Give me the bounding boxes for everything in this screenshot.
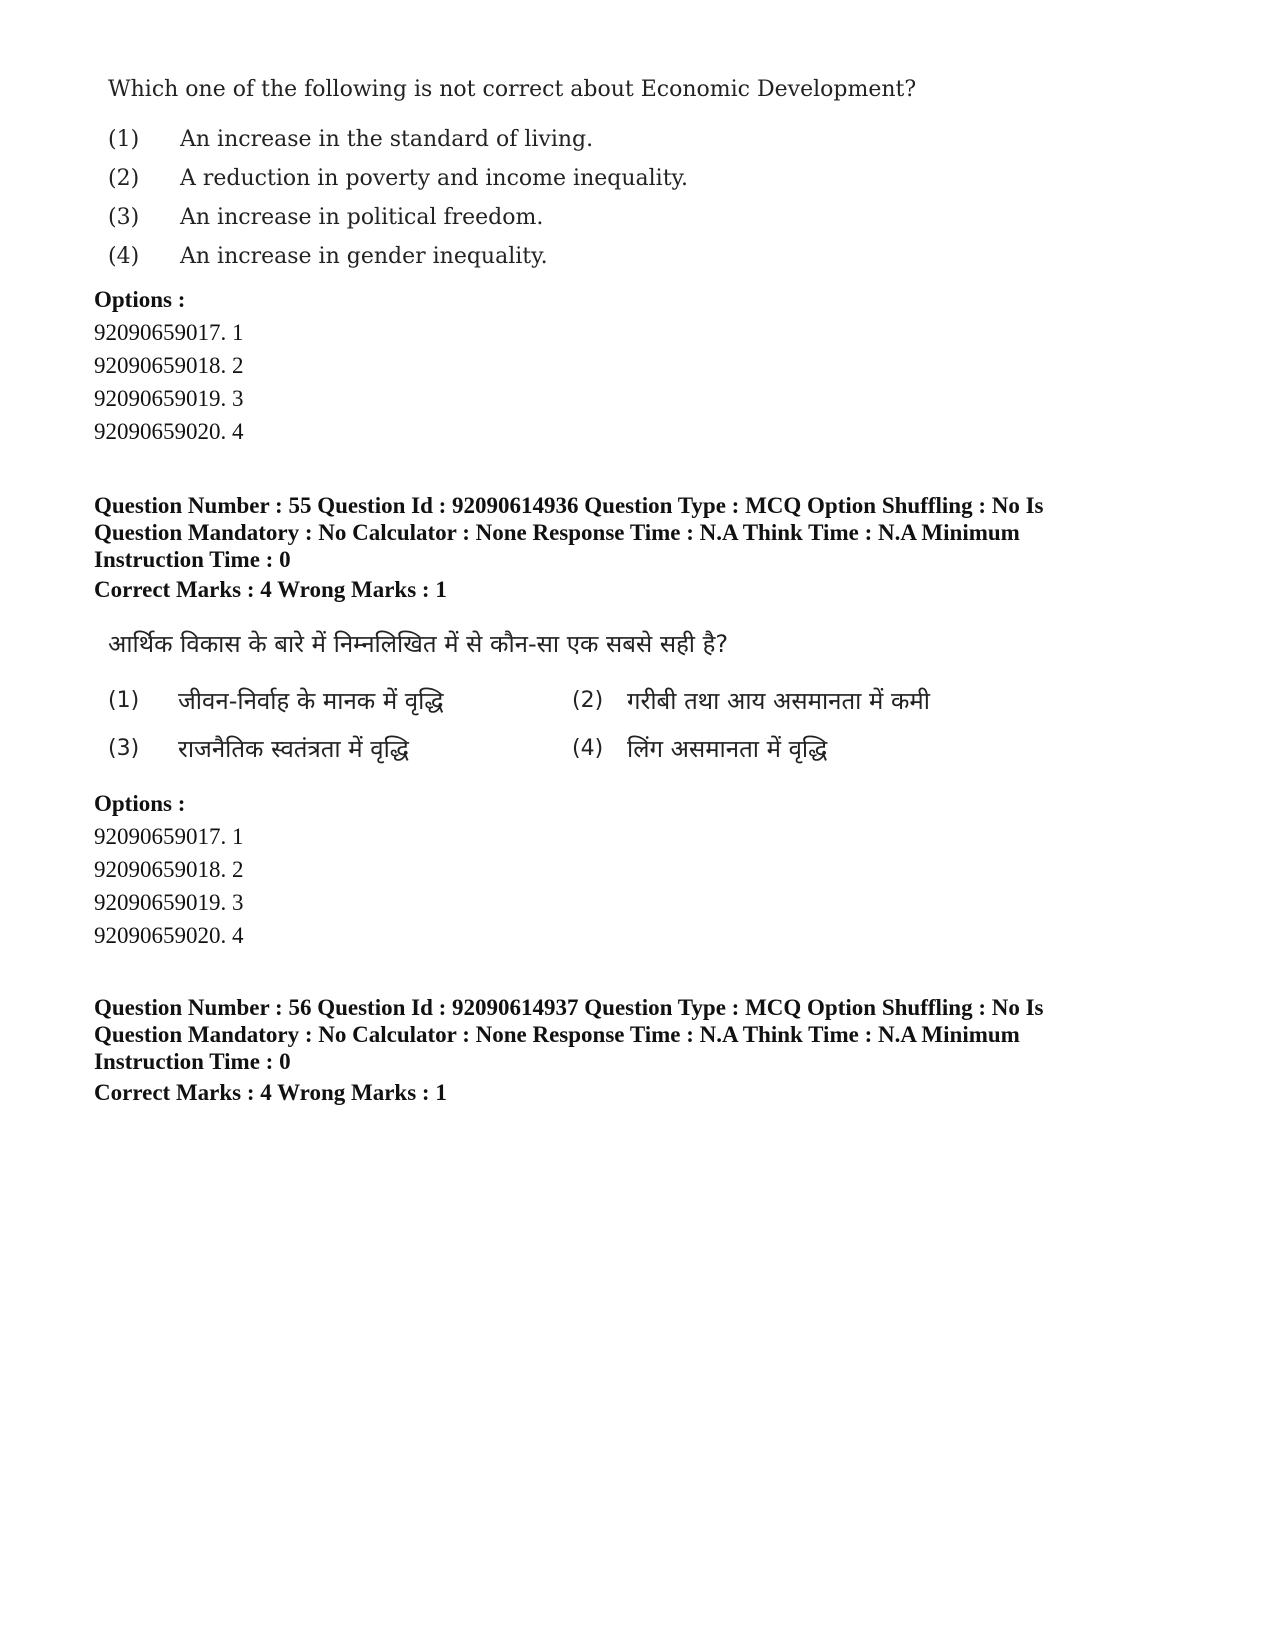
option-text: लिंग असमानता में वृद्धि — [627, 735, 828, 763]
option-text: राजनैतिक स्वतंत्रता में वृद्धि — [178, 735, 409, 763]
option-number: (4) — [572, 736, 604, 761]
options-list — [94, 788, 244, 952]
option-text: A reduction in poverty and income inequality. — [180, 166, 689, 191]
question-option — [108, 678, 444, 724]
question-option — [572, 678, 930, 724]
meta-line: Question Mandatory : No Calculator : None Response Time : N.A Think Time : N.A Minimum — [94, 520, 1020, 545]
question-option — [108, 237, 1008, 276]
question-marks: Correct Marks : 4 Wrong Marks : 1 — [94, 1080, 447, 1105]
option-number: (3) — [108, 736, 140, 761]
option-id: 92090659020. 4 — [94, 419, 244, 444]
option-number: (1) — [108, 688, 140, 713]
options-list — [94, 284, 244, 448]
options-heading: Options : — [94, 791, 186, 816]
question-option — [108, 120, 1008, 159]
option-text: गरीबी तथा आय असमानता में कमी — [627, 687, 930, 715]
option-id: 92090659017. 1 — [94, 320, 244, 345]
meta-line: Instruction Time : 0 — [94, 547, 291, 572]
option-number: (1) — [108, 127, 140, 152]
question-54-body — [108, 70, 1008, 276]
option-text: An increase in political freedom. — [180, 205, 544, 230]
option-id: 92090659019. 3 — [94, 890, 244, 915]
meta-line: Instruction Time : 0 — [94, 1049, 291, 1074]
option-id: 92090659018. 2 — [94, 857, 244, 882]
options-heading: Options : — [94, 287, 186, 312]
option-id: 92090659019. 3 — [94, 386, 244, 411]
question-meta — [94, 492, 1194, 573]
question-marks: Correct Marks : 4 Wrong Marks : 1 — [94, 577, 447, 602]
meta-line: Question Mandatory : No Calculator : None Response Time : N.A Think Time : N.A Minimum — [94, 1022, 1020, 1047]
option-text: An increase in the standard of living. — [180, 127, 594, 152]
question-stem: Which one of the following is not correct about Economic Development? — [108, 77, 917, 102]
question-55-body — [108, 624, 1008, 778]
meta-line: Question Number : 55 Question Id : 92090614936 Question Type : MCQ Option Shuffling : No Is — [94, 493, 1044, 518]
option-text: जीवन-निर्वाह के मानक में वृद्धि — [178, 687, 444, 715]
question-option — [108, 159, 1008, 198]
option-id: 92090659018. 2 — [94, 353, 244, 378]
option-number: (2) — [108, 166, 140, 191]
option-number: (3) — [108, 205, 140, 230]
question-meta — [94, 994, 1194, 1075]
option-grid — [108, 678, 1008, 778]
option-id: 92090659017. 1 — [94, 824, 244, 849]
option-text: An increase in gender inequality. — [180, 244, 548, 269]
question-stem: आर्थिक विकास के बारे में निम्नलिखित में से कौन-सा एक सबसे सही है? — [108, 630, 729, 658]
meta-line: Question Number : 56 Question Id : 92090614937 Question Type : MCQ Option Shuffling : No Is — [94, 995, 1044, 1020]
question-option — [108, 726, 409, 772]
option-number: (2) — [572, 688, 604, 713]
question-option — [108, 198, 1008, 237]
option-number: (4) — [108, 244, 140, 269]
option-id: 92090659020. 4 — [94, 923, 244, 948]
question-option — [572, 726, 827, 772]
